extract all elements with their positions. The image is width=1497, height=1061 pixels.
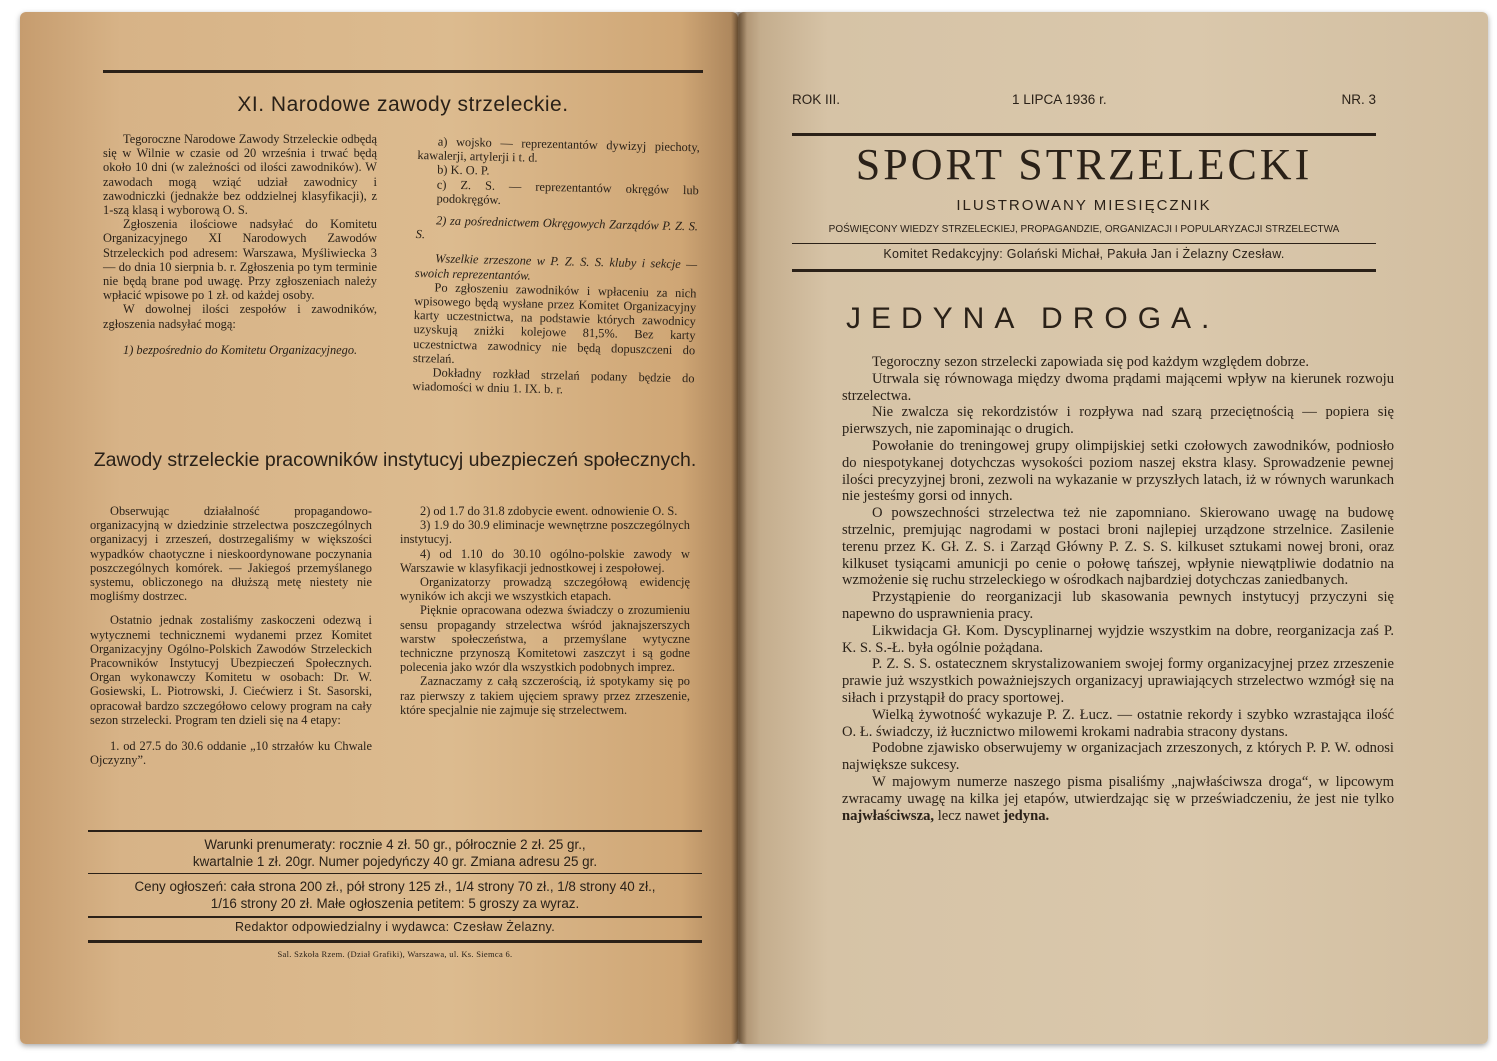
masthead-title: SPORT STRZELECKI [855,140,1313,189]
paragraph: Zaznaczamy z całą szczerością, iż spotykamy się po raz pierwszy z takiem ujęciem sprawy przez zrzeszenie, które specjalnie nie zajmuje się strzelectwem. [400,674,690,717]
paragraph: Wszelkie zrzeszone w P. Z. S. S. kluby i sekcje — swoich reprezentantów. [414,251,698,283]
paragraph: Nie zwalcza się rekordzistów i rozpływa nad szarą przeciętnością — popiera się pierwszych, nie zapominając o drugich. [842,404,1394,438]
footer-rule-top [88,830,702,832]
paragraph: Zgłoszenia ilościowe nadsyłać do Komitetu Organizacyjnego XI Narodowych Zawodów Strzeleckich pod adresem: Warszawa, Myśliwiecka 3 — do dnia 10 sierpnia b. r. Zgłoszenia po tym terminie nie będą brane pod uwagę. Przy zgłoszeniach należy wpłacić wpisowe po 1 zł. od każdej osoby. [103,217,377,303]
final-bold-2: jedyna. [1003,807,1050,824]
paragraph: a) wojsko — reprezentantów dywizyj piechoty, kawalerji, artylerji i t. d. [417,134,700,165]
ad-prices-line-2: 1/16 strony 20 zł. Małe ogłoszenia petitem: 5 groszy za wyraz. [210,896,580,911]
paragraph: Przystąpienie do reorganizacji lub skasowania pewnych instytucyj przyczyni się napewno do usprawnienia pracy. [842,589,1394,622]
final-text-start: W majowym numerze naszego pisma pisaliśmy „najwłaściwsza droga“, w lipcowym zwracamy uwagę na kilka jej etapów, utwierdzając się w przeświadczeniu, że jest nie tylko [842,773,1394,807]
heading-zawody-pracownikow: Zawody strzeleckie pracowników instytucyj ubezpieczeń społecznych. [93,449,697,471]
footer-rule-mid [88,873,702,874]
paragraph: b) K. O. P. [437,162,490,179]
issue-number: NR. 3 [1341,92,1376,107]
subscription-line-2: kwartalnie 1 zł. 20gr. Numer pojedyńczy 40 gr. Zmiana adresu 25 gr. [192,854,598,869]
paragraph: Tegoroczne Narodowe Zawody Strzeleckie odbędą się w Wilnie w czasie od 20 września i trwać będą około 10 dni (w zależności od ilości zawodników). W zawodach mogą wziąć udział zawodnicy i zawodniczki (jednakże bez oddzielnej klasyfikacji), z 1-szą klasą i wyborową O. S. [103,132,377,218]
paragraph: W dowolnej ilości zespołów i zawodników, zgłoszenia nadsyłać mogą: [103,302,377,331]
article-body [842,354,1394,824]
issue-date: 1 LIPCA 1936 r. [1012,92,1107,107]
paragraph: Pięknie opracowana odezwa świadczy o zrozumieniu sensu propagandy strzelectwa wśród jaknajszerszych warstw społeczeństwa, a przemyślane wytyczne techniczne przynoszą Komitetowi zaszczyt i są godne polecenia jako wzór dla wszystkich podobnych imprez. [400,603,690,675]
left-page [20,12,738,1044]
column-2 [412,134,700,400]
masthead-rule-mid [792,243,1376,244]
paragraph: 1. od 27.5 do 30.6 oddanie „10 strzałów ku Chwale Ojczyzny”. [90,739,372,768]
paragraph: Organizatorzy prowadzą szczegółową ewidencję wyników ich akcji we wszystkich etapach. [400,575,690,604]
masthead-tagline: POŚWIĘCONY WIEDZY STRZELECKIEJ, PROPAGANDZIE, ORGANIZACJI I POPULARYZACJI STRZELECTWA [828,224,1340,235]
paragraph: Podobne zjawisko obserwujemy w organizacjach zrzeszonych, z których P. P. W. odnosi największe sukcesy. [842,740,1394,774]
paragraph: Ostatnio jednak zostaliśmy zaskoczeni odezwą i wytycznemi technicznemi wydanemi przez Komitet Organizacyjny Ogólno-Polskich Zawodów Strzeleckich Pracowników Instytucyj Ubezpieczeń Społecznych. Organ wykonawczy Komitetu w osobach: Dr. W. Gosiewski, L. Piotrowski, J. Ciećwierz i St. Sasorski, opracował bardzo szczegółowo celowy program na cały sezon strzelecki. Program ten dzieli się na 4 etapy: [90,613,372,727]
masthead-rule-top [792,133,1376,136]
paragraph: 3) 1.9 do 30.9 eliminacje wewnętrzne poszczególnych instytucyj. [400,518,690,547]
paragraph: 2) za pośrednictwem Okręgowych Zarządów P. Z. S. S. [415,213,699,242]
book-gutter [731,12,747,1044]
final-text-mid: lecz nawet [937,807,1000,824]
printer-line: Sal. Szkoła Rzem. (Dział Grafiki), Warszawa, ul. Ks. Siemca 6. [277,949,513,959]
paragraph: Dokładny rozkład strzelań podany będzie do wiadomości w dniu 1. IX. b. r. [412,365,695,397]
ad-prices-box [88,878,702,912]
final-bold-1: najwłaściwsza, [842,807,935,824]
column-3 [90,504,372,767]
paragraph: Obserwując działalność propagandowo-organizacyjną w dziedzinie strzelectwa poszczególnych organizacyj i zrzeszeń, dostrzegaliśmy w większości wypadków chaotyczne i nieskoordynowane poczynania poszczególnych komórek. — Jakiegoś przemyślanego systemu, obliczonego na dłuższą metę niestety nie mogliśmy dostrzec. [90,504,372,604]
masthead-rule-bottom [792,269,1376,272]
paragraph: c) Z. S. — reprezentantów okręgów lub podokręgów. [436,177,699,207]
subscription-line-1: Warunki prenumeraty: rocznie 4 zł. 50 gr., półrocznie 2 zł. 25 gr., [204,837,586,852]
editorial-committee: Komitet Redakcyjny: Golański Michał, Pakuła Jan i Żelazny Czesław. [883,247,1285,261]
issue-header [792,92,1376,114]
issue-year: ROK III. [792,92,841,107]
paragraph: 2) od 1.7 do 31.8 zdobycie ewent. odnowienie O. S. [420,504,678,518]
column-4 [400,504,690,717]
right-page [738,12,1488,1044]
article-title: JEDYNA DROGA. [846,302,1220,335]
masthead-subtitle: ILUSTROWANY MIESIĘCZNIK [956,197,1212,214]
subscription-box [88,836,702,870]
paragraph: Likwidacja Gł. Kom. Dyscyplinarnej wyjdzie wszystkim na dobre, reorganizacja zaś P. K. S. S.-Ł. była ogólnie pożądana. [842,622,1394,656]
heading-narodowe-zawody-text: XI. Narodowe zawody strzeleckie. [237,93,569,116]
paragraph: P. Z. S. S. ostatecznem skrystalizowaniem swojej formy organizacyjnej przez zrzeszenie prawie już wszystkich poważniejszych organizacyj uprawiających strzelectwo wzmógł się na siłach i przystąpił do pracy sportowej. [842,656,1394,706]
paragraph: 4) od 1.10 do 30.10 ogólno-polskie zawody w Warszawie w klasyfikacji jednostkowej i zespołowej. [400,546,690,575]
paragraph: Tegoroczny sezon strzelecki zapowiada się pod każdym względem dobrze. [872,354,1310,370]
paragraph: O powszechności strzelectwa też nie zapomniano. Skierowano uwagę na budowę strzelnic, premjując nagrodami w postaci broni najlepiej urządzone strzelnice. Zasilenie terenu przez K. Gł. Z. S. i Zarząd Główny P. Z. S. S. kilkuset sztukami nowej broni, oraz kilkuset tysiącami amunicji po cenie o połowę tańszej, wpłynie niewątpliwie dodatnio na wzmożenie się ruchu strzeleckiego w ośrodkach najbardziej dotychczas zaniedbanych. [842,505,1394,589]
paragraph-final [842,774,1394,824]
editor-line: Redaktor odpowiedzialny i wydawca: Czesław Żelazny. [234,920,556,934]
paragraph: Wielką żywotność wykazuje P. Z. Łucz. — ostatnie rekordy i szybko wzrastająca ilość O. Ł. świadczy, iż łucznictwo milowemi krokami nadrabia stracony dystans. [842,706,1394,740]
footer-rule-bottom [88,916,702,918]
paragraph: 1) bezpośrednio do Komitetu Organizacyjnego. [123,342,358,357]
top-rule [103,70,703,73]
paragraph: Powołanie do treningowej grupy olimpijskiej setki czołowych zawodników, podniosło do niespotykanej dotychczas wysokości poziom naszej ekstra klasy. Sprowadzenie pewnej ilości precyzyjnej broni, zezwoli na wykazanie w przyszłych latach, iż w równych warunkach nie jesteśmy gorsi od innych. [842,437,1394,505]
column-1 [103,132,377,357]
heading-narodowe-zawody [103,92,703,117]
paragraph: Po zgłoszeniu zawodników i wpłaceniu za nich wpisowego będą wysłane przez Komitet Organizacyjny karty uczestnictwa, na podstawie których zawodnicy uzyskują zniżki kolejowe 81,5%. Bez karty uczestnictwa zawodnicy nie będą dopuszczeni do strzelań. [412,280,697,366]
ad-prices-line-1: Ceny ogłoszeń: cała strona 200 zł., pół strony 125 zł., 1/4 strony 70 zł., 1/8 strony 40 zł., [134,879,656,894]
paragraph: Utrwala się równowaga między dwoma prądami mającemi wpływ na kierunek rozwoju strzelectwa. [842,370,1394,404]
editor-rule [88,940,702,943]
